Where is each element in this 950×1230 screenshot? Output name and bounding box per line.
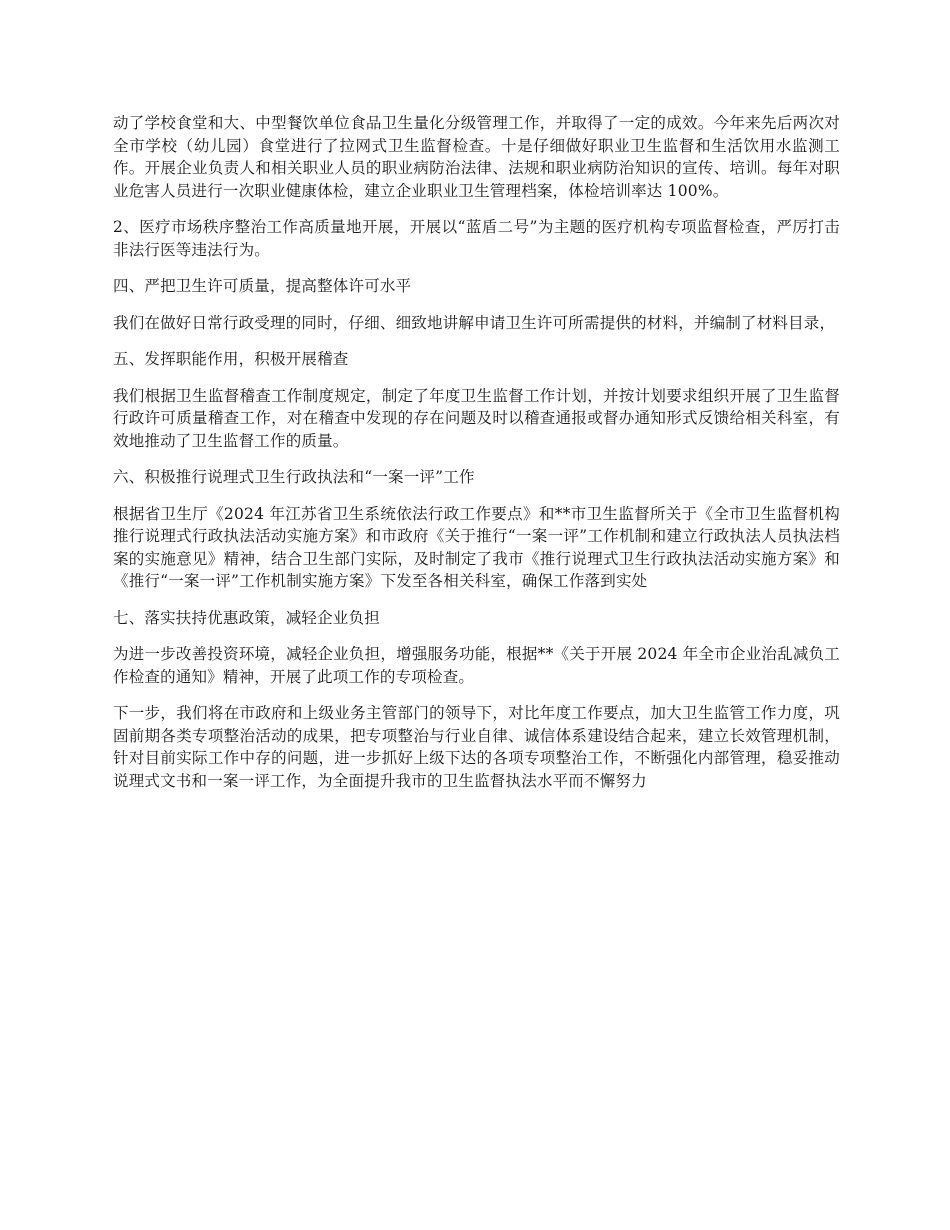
paragraph-law-enforcement: 根据省卫生厅《2024 年江苏省卫生系统依法行政工作要点》和**市卫生监督所关于《全市卫生监督机构推行说理式行政执法活动实施方案》和市政府《关于推行“一案一评”工作机制和建立行政执法人员执法档案的实施意见》精神，结合卫生部门实际，及时制定了我市《推行说理式卫生行政执法活动实施方案》和《推行“一案一评”工作机制实施方案》下发至各相关科室，确保工作落到实处 — [113, 504, 840, 590]
document-page — [113, 112, 840, 806]
section-heading-5: 五、发挥职能作用，积极开展稽查 — [113, 350, 349, 368]
paragraph-inspection: 我们根据卫生监督稽查工作制度规定，制定了年度卫生监督工作计划，并按计划要求组织开展了卫生监督行政许可质量稽查工作，对在稽查中发现的存在问题及时以稽查通报或督办通知形式反馈给相关科室，有效地推动了卫生监督工作的质量。 — [113, 386, 840, 450]
paragraph-permit: 我们在做好日常行政受理的同时，仔细、细致地讲解申请卫生许可所需提供的材料，并编制了材料目录， — [113, 313, 836, 332]
section-heading-6: 六、积极推行说理式卫生行政执法和“一案一评”工作 — [113, 468, 475, 486]
section-heading-4: 四、严把卫生许可质量，提高整体许可水平 — [113, 277, 412, 295]
paragraph-burden-reduction: 为进一步改善投资环境，减轻企业负担，增强服务功能，根据**《关于开展 2024 年全市企业治乱减负工作检查的通知》精神，开展了此项工作的专项检查。 — [113, 645, 840, 686]
paragraph-food-hygiene: 动了学校食堂和大、中型餐饮单位食品卫生量化分级管理工作，并取得了一定的成效。今年来先后两次对全市学校（幼儿园）食堂进行了拉网式卫生监督检查。十是仔细做好职业卫生监督和生活饮用水监测工作。开展企业负责人和相关职业人员的职业病防治法律、法规和职业病防治知识的宣传、培训。每年对职业危害人员进行一次职业健康体检，建立企业职业卫生管理档案，体检培训率达 100%。 — [113, 114, 840, 200]
paragraph-next-steps: 下一步，我们将在市政府和上级业务主管部门的领导下，对比年度工作要点，加大卫生监管工作力度，巩固前期各类专项整治活动的成果，把专项整治与行业自律、诚信体系建设结合起来，建立长效管理机制，针对目前实际工作中存的问题，进一步抓好上级下达的各项专项整治工作，不断强化内部管理，稳妥推动说理式文书和一案一评工作，为全面提升我市的卫生监督执法水平而不懈努力 — [113, 704, 840, 790]
paragraph-medical-market: 2、医疗市场秩序整治工作高质量地开展，开展以“蓝盾二号”为主题的医疗机构专项监督检查，严厉打击非法行医等违法行为。 — [113, 218, 840, 259]
section-heading-7: 七、落实扶持优惠政策，减轻企业负担 — [113, 608, 380, 627]
